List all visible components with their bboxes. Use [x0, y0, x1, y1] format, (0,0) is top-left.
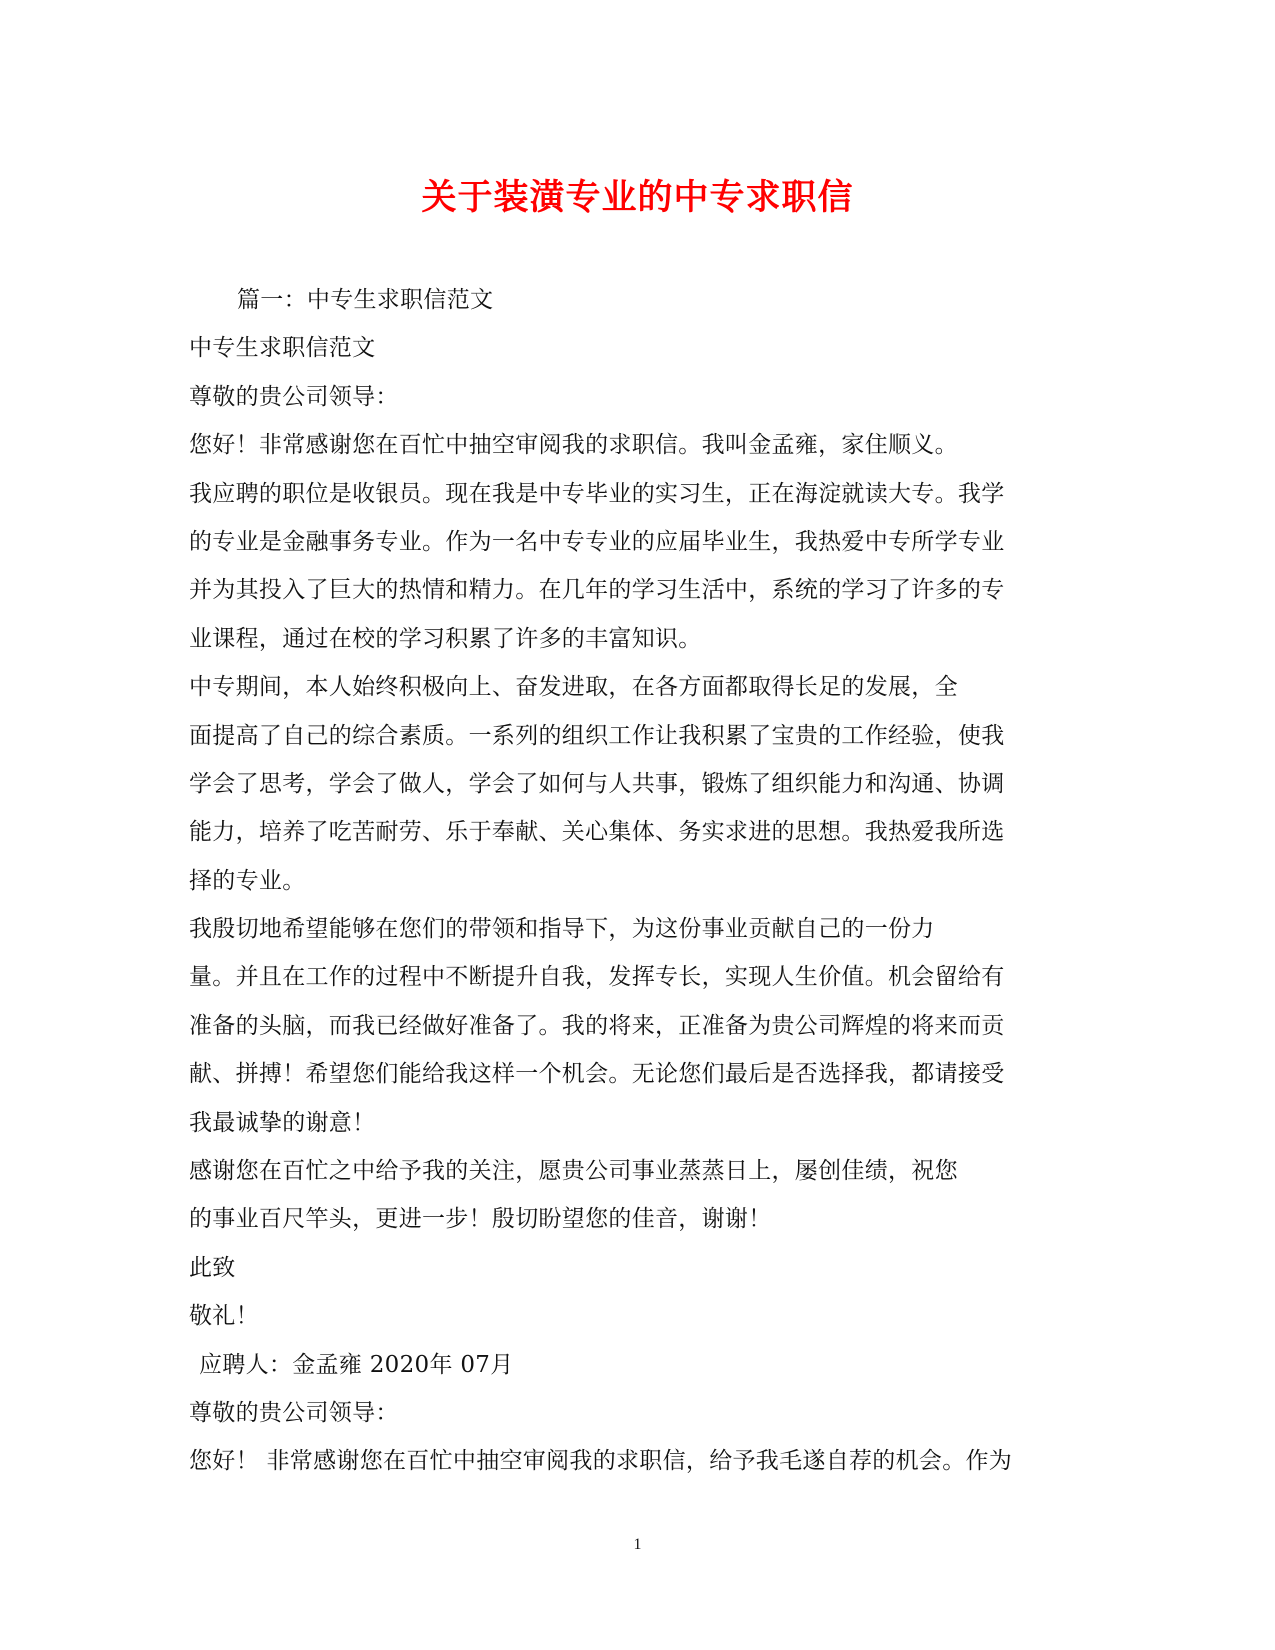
paragraph-line: 业课程，通过在校的学习积累了许多的丰富知识。: [189, 625, 702, 652]
paragraph-line: 您好！非常感谢您在百忙中抽空审阅我的求职信。我叫金孟雍，家住顺义。: [189, 432, 958, 459]
paragraph-line: 择的专业。: [189, 867, 306, 894]
paragraph-line: 您好！ 非常感谢您在百忙中抽空审阅我的求职信，给予我毛遂自荐的机会。作为: [189, 1448, 1013, 1475]
paragraph-line: 我殷切地希望能够在您们的带领和指导下，为这份事业贡献自己的一份力: [189, 916, 935, 943]
section-heading: 篇一：中专生求职信范文: [237, 287, 494, 313]
paragraph-line: 我应聘的职位是收银员。现在我是中专毕业的实习生，正在海淀就读大专。我学: [189, 480, 1005, 507]
paragraph-line: 量。并且在工作的过程中不断提升自我，发挥专长，实现人生价值。机会留给有: [189, 964, 1005, 991]
salutation: 尊敬的贵公司领导：: [189, 383, 399, 410]
document-body: [189, 276, 1089, 1486]
page-number: 1: [633, 1536, 642, 1553]
paragraph-line: 学会了思考，学会了做人，学会了如何与人共事，锻炼了组织能力和沟通、协调: [189, 770, 1005, 797]
paragraph-line: 我最诚挚的谢意！: [189, 1109, 376, 1136]
letter-title: 中专生求职信范文: [189, 335, 376, 362]
paragraph-line: 并为其投入了巨大的热情和精力。在几年的学习生活中，系统的学习了许多的专: [189, 577, 1005, 604]
paragraph-line: 面提高了自己的综合素质。一系列的组织工作让我积累了宝贵的工作经验，使我: [189, 722, 1005, 749]
paragraph-line: 感谢您在百忙之中给予我的关注，愿贵公司事业蒸蒸日上，屡创佳绩，祝您: [189, 1158, 958, 1185]
paragraph-line: 的专业是金融事务专业。作为一名中专专业的应届毕业生，我热爱中专所学专业: [189, 528, 1005, 555]
paragraph-line: 的事业百尺竿头，更进一步！殷切盼望您的佳音，谢谢！: [189, 1206, 772, 1233]
salutation: 尊敬的贵公司领导：: [189, 1399, 399, 1426]
document-title: 关于装潢专业的中专求职信: [421, 177, 854, 218]
closing-line: 此致: [189, 1254, 236, 1281]
closing-line: 敬礼！: [189, 1303, 259, 1330]
signature-line: 应聘人：金孟雍 2020年 07月: [199, 1351, 514, 1378]
paragraph-line: 献、拼搏！希望您们能给我这样一个机会。无论您们最后是否选择我，都请接受: [189, 1061, 1005, 1088]
paragraph-line: 能力，培养了吃苦耐劳、乐于奉献、关心集体、务实求进的思想。我热爱我所选: [189, 819, 1005, 846]
paragraph-line: 准备的头脑，而我已经做好准备了。我的将来，正准备为贵公司辉煌的将来而贡: [189, 1012, 1005, 1039]
paragraph-line: 中专期间，本人始终积极向上、奋发进取，在各方面都取得长足的发展，全: [189, 674, 958, 701]
